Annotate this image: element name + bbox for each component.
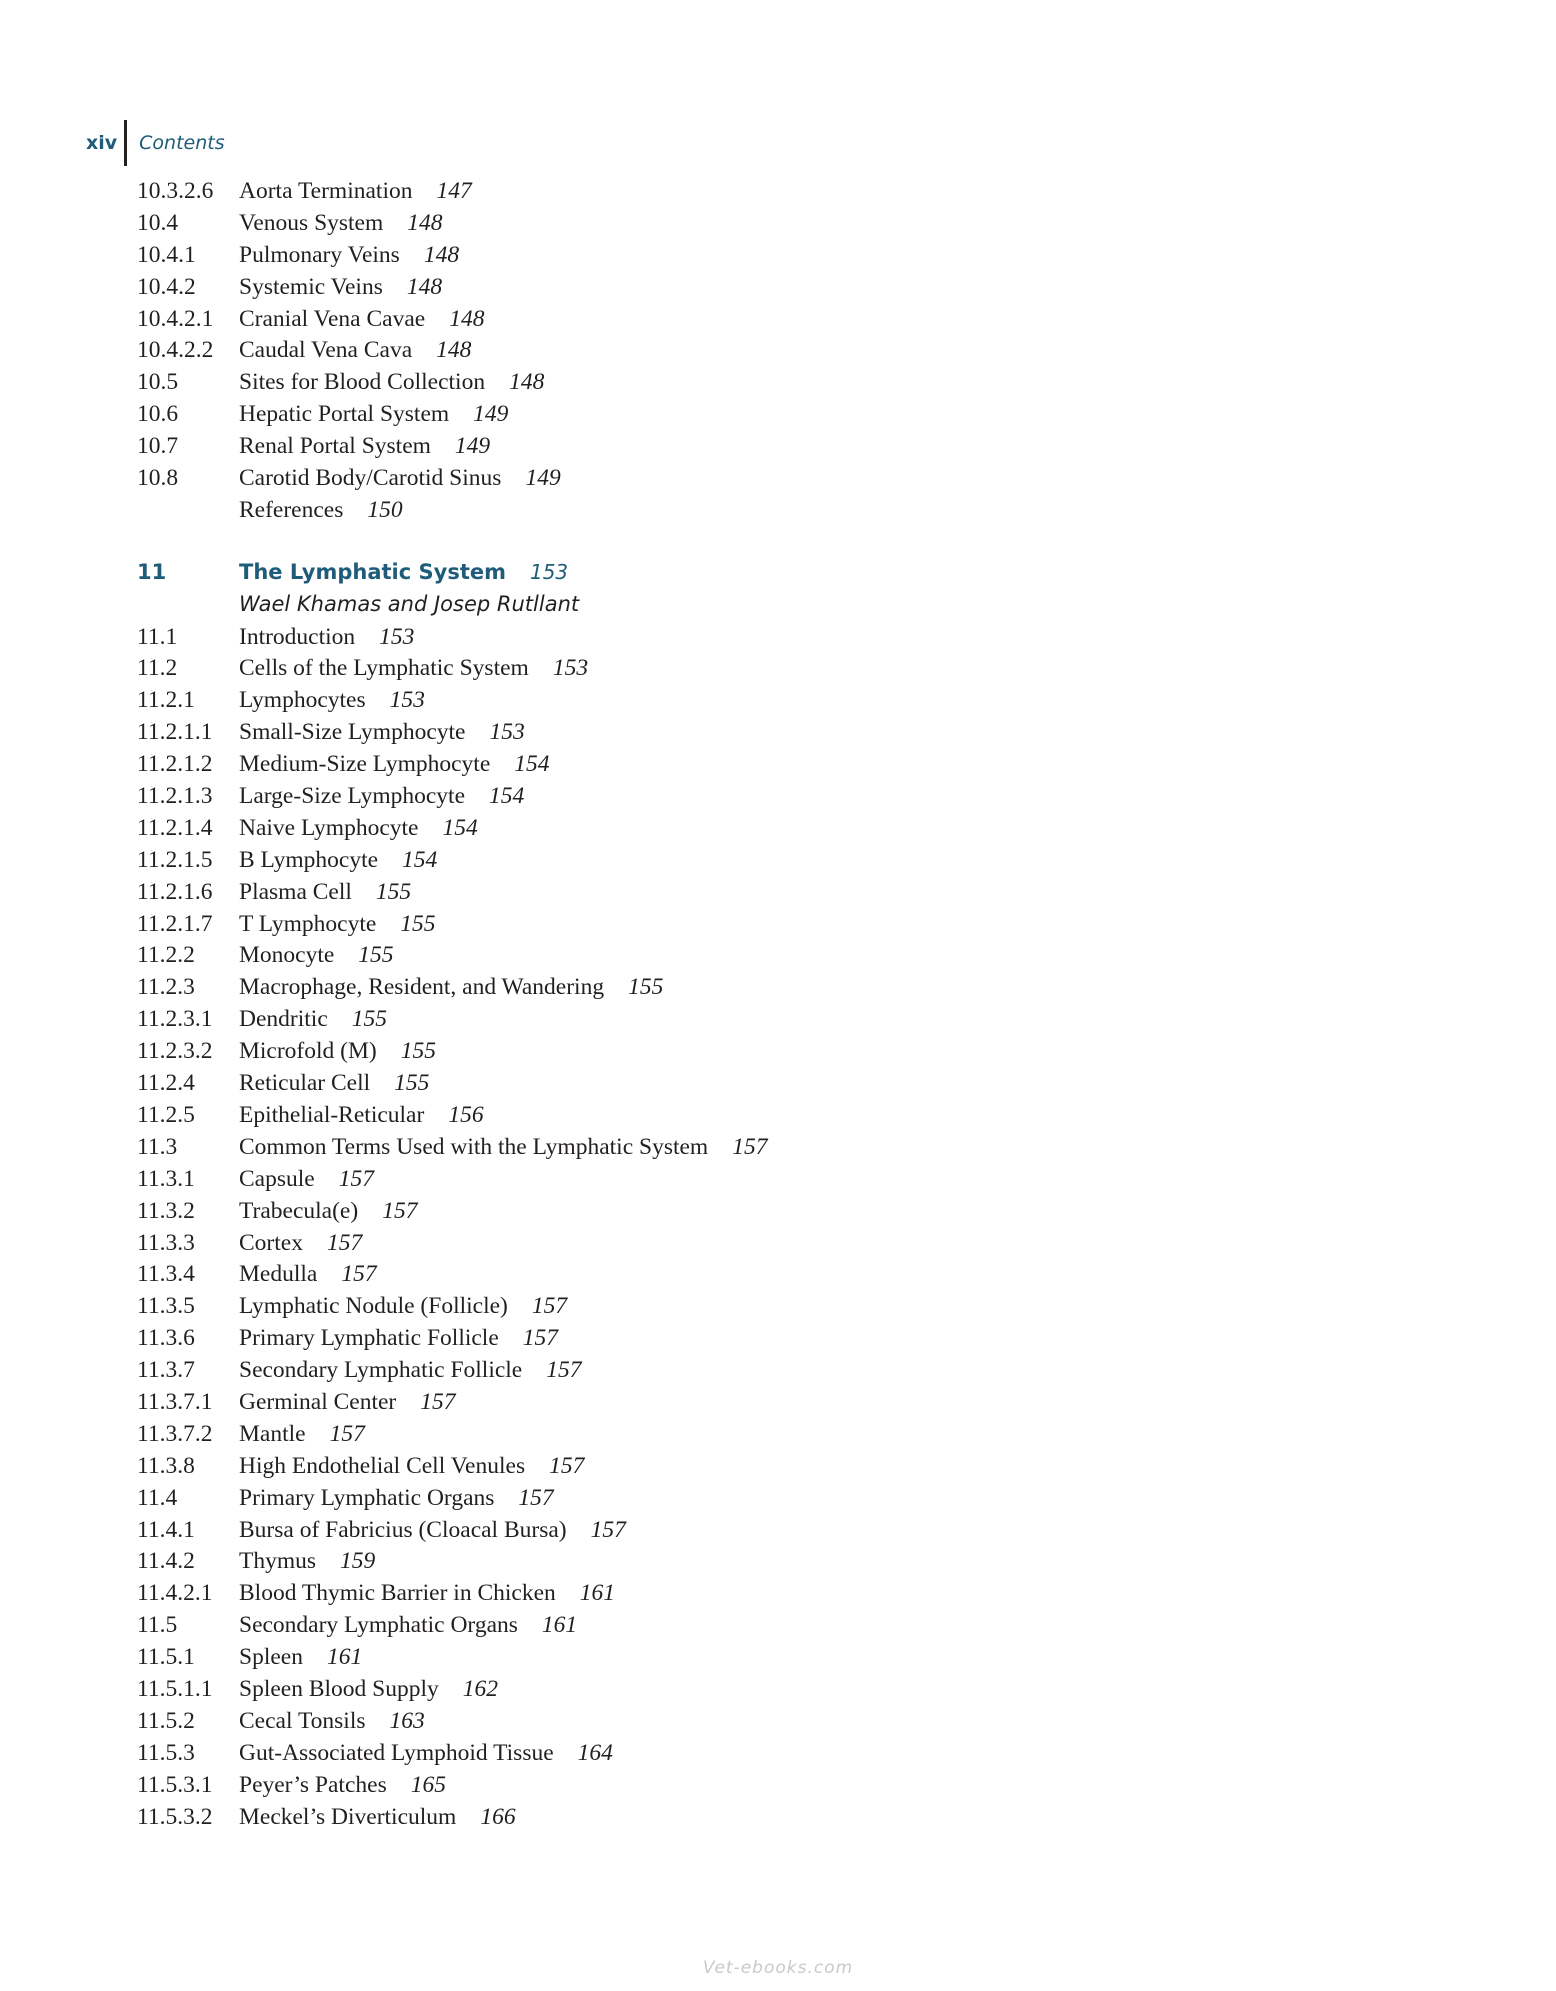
toc-entry[interactable] xyxy=(137,433,1437,465)
entry-number: 11.4.2 xyxy=(137,1548,195,1575)
entry-page: 157 xyxy=(382,1197,418,1224)
toc-entry[interactable] xyxy=(137,337,1437,369)
entry-page: 153 xyxy=(552,655,589,682)
entry-number: 11.5.2 xyxy=(137,1707,195,1734)
toc-entry[interactable] xyxy=(137,1485,1437,1517)
entry-number: 11.5.3 xyxy=(137,1739,195,1766)
entry-number: 11.5.1 xyxy=(137,1644,195,1671)
entry-number: 11.1 xyxy=(137,623,178,650)
entry-title: Capsule xyxy=(239,1165,315,1192)
toc-entry[interactable] xyxy=(137,1134,1437,1166)
entry-page: 155 xyxy=(628,974,664,1001)
entry-number: 11.2.5 xyxy=(137,1101,195,1128)
entry-title: Sites for Blood Collection xyxy=(239,369,486,396)
entry-page: 154 xyxy=(514,751,550,778)
entry-number: 11.3.7.2 xyxy=(137,1420,213,1447)
toc-entry[interactable] xyxy=(137,1389,1437,1421)
toc-entry[interactable] xyxy=(137,1325,1437,1357)
entry-title: References xyxy=(239,496,344,523)
entry-title: Large-Size Lymphocyte xyxy=(239,783,466,810)
entry-number: 10.3.2.6 xyxy=(137,178,214,204)
toc-entry[interactable] xyxy=(137,1293,1437,1325)
toc-entry[interactable] xyxy=(137,1708,1437,1740)
entry-page: 148 xyxy=(423,241,460,268)
entry-title: Venous System xyxy=(239,209,384,236)
entry-page: 156 xyxy=(448,1101,484,1128)
toc-entry[interactable] xyxy=(137,1357,1437,1389)
entry-title: Medium-Size Lymphocyte xyxy=(239,751,491,778)
entry-page: 155 xyxy=(375,878,412,905)
toc-entry[interactable] xyxy=(137,1644,1437,1676)
table-of-contents xyxy=(137,178,1437,1835)
previous-chapter-entries xyxy=(137,178,1437,529)
entry-number: 11.5 xyxy=(137,1612,178,1639)
entry-number: 11.3.7.1 xyxy=(137,1388,213,1415)
chapter-authors: Wael Khamas and Josep Rutllant xyxy=(239,591,580,616)
entry-page: 161 xyxy=(541,1612,578,1639)
toc-entry[interactable] xyxy=(137,1230,1437,1262)
toc-entry[interactable] xyxy=(137,497,1437,529)
entry-title: Carotid Body/Carotid Sinus xyxy=(239,465,502,492)
entry-page: 157 xyxy=(531,1293,568,1320)
toc-entry[interactable] xyxy=(137,1517,1437,1549)
entry-page: 155 xyxy=(400,1038,436,1065)
entry-page: 166 xyxy=(480,1803,516,1830)
toc-entry[interactable] xyxy=(137,974,1437,1006)
entry-number: 11.2.4 xyxy=(137,1070,195,1097)
entry-title: Peyer’s Patches xyxy=(239,1771,387,1798)
entry-page: 149 xyxy=(525,465,561,492)
entry-number: 11.2.1 xyxy=(137,687,195,714)
entry-page: 154 xyxy=(402,846,438,873)
entry-page: 157 xyxy=(326,1229,363,1256)
toc-entry[interactable] xyxy=(137,815,1437,847)
toc-entry[interactable] xyxy=(137,1261,1437,1293)
entry-title: Medulla xyxy=(239,1261,318,1288)
entry-number: 10.4.1 xyxy=(137,241,196,268)
chapter-number: 11 xyxy=(137,559,167,584)
chapter-entries xyxy=(137,624,1437,1836)
entry-number: 10.4.2.1 xyxy=(137,305,214,332)
entry-number: 10.4.2 xyxy=(137,273,196,300)
toc-entry[interactable] xyxy=(137,1038,1437,1070)
entry-number: 11.2.1.5 xyxy=(137,846,213,873)
entry-title: Hepatic Portal System xyxy=(239,401,450,428)
entry-number: 11.5.1.1 xyxy=(137,1675,213,1702)
entry-title: Cranial Vena Cavae xyxy=(239,305,426,332)
entry-number: 11.4.1 xyxy=(137,1516,195,1543)
page-number: xiv xyxy=(86,132,118,154)
entry-title: Cecal Tonsils xyxy=(239,1707,366,1734)
toc-entry[interactable] xyxy=(137,1453,1437,1485)
entry-number: 11.2.1.1 xyxy=(137,719,213,746)
entry-title: Blood Thymic Barrier in Chicken xyxy=(239,1580,556,1607)
entry-number: 11.2.3 xyxy=(137,974,195,1001)
entry-title: Aorta Termination xyxy=(239,178,413,204)
entry-page: 155 xyxy=(351,1006,387,1033)
entry-title: Spleen xyxy=(239,1644,303,1671)
entry-number: 11.3.5 xyxy=(137,1293,195,1320)
toc-entry[interactable] xyxy=(137,847,1437,879)
entry-number: 11.2.1.2 xyxy=(137,751,213,778)
entry-number: 11.2.3.2 xyxy=(137,1038,213,1065)
entry-title: Cells of the Lymphatic System xyxy=(239,655,529,682)
entry-title: B Lymphocyte xyxy=(239,846,379,873)
entry-page: 149 xyxy=(454,433,491,460)
toc-entry[interactable] xyxy=(137,1198,1437,1230)
entry-title: Pulmonary Veins xyxy=(239,241,400,268)
entry-title: Meckel’s Diverticulum xyxy=(239,1803,457,1830)
entry-page: 153 xyxy=(379,623,415,650)
entry-number: 11.3.7 xyxy=(137,1357,195,1384)
entry-page: 161 xyxy=(579,1580,616,1607)
toc-entry[interactable] xyxy=(137,1804,1437,1836)
entry-page: 157 xyxy=(341,1261,377,1288)
entry-title: Epithelial-Reticular xyxy=(239,1101,425,1128)
entry-page: 157 xyxy=(420,1388,456,1415)
chapter-gap xyxy=(137,529,1437,560)
entry-page: 148 xyxy=(407,209,443,236)
entry-number: 11.2.3.1 xyxy=(137,1006,213,1033)
entry-title: Primary Lymphatic Organs xyxy=(239,1484,495,1511)
entry-page: 157 xyxy=(549,1452,585,1479)
entry-title: Spleen Blood Supply xyxy=(239,1675,439,1702)
entry-title: Secondary Lymphatic Organs xyxy=(239,1612,518,1639)
entry-title: Common Terms Used with the Lymphatic System xyxy=(239,1133,709,1160)
chapter-heading[interactable] xyxy=(137,560,1437,592)
toc-entry[interactable] xyxy=(137,942,1437,974)
entry-page: 147 xyxy=(436,178,472,204)
toc-entry[interactable] xyxy=(137,401,1437,433)
entry-page: 163 xyxy=(389,1707,425,1734)
entry-title: Plasma Cell xyxy=(239,878,352,905)
entry-page: 155 xyxy=(358,942,394,969)
entry-title: Bursa of Fabricius (Cloacal Bursa) xyxy=(239,1516,567,1543)
entry-page: 159 xyxy=(340,1548,376,1575)
entry-page: 157 xyxy=(732,1133,768,1160)
toc-entry[interactable] xyxy=(137,783,1437,815)
entry-number: 10.4.2.2 xyxy=(137,337,214,364)
entry-number: 11.3 xyxy=(137,1133,178,1160)
entry-title: T Lymphocyte xyxy=(239,910,377,937)
toc-entry[interactable] xyxy=(137,1006,1437,1038)
chapter-page: 153 xyxy=(529,559,569,584)
entry-number: 11.4 xyxy=(137,1484,178,1511)
entry-number: 11.3.3 xyxy=(137,1229,195,1256)
entry-number: 11.2.2 xyxy=(137,942,195,969)
toc-entry[interactable] xyxy=(137,1102,1437,1134)
toc-entry[interactable] xyxy=(137,210,1437,242)
entry-number: 11.3.6 xyxy=(137,1325,195,1352)
toc-entry[interactable] xyxy=(137,655,1437,687)
entry-page: 149 xyxy=(473,401,509,428)
entry-title: Caudal Vena Cava xyxy=(239,337,413,364)
toc-entry[interactable] xyxy=(137,465,1437,497)
entry-number: 11.5.3.1 xyxy=(137,1771,213,1798)
toc-entry[interactable] xyxy=(137,879,1437,911)
entry-number: 11.2.1.4 xyxy=(137,814,213,841)
entry-number: 11.2 xyxy=(137,655,178,682)
entry-title: Systemic Veins xyxy=(239,273,383,300)
entry-page: 155 xyxy=(400,910,436,937)
entry-number: 10.7 xyxy=(137,433,179,460)
entry-page: 154 xyxy=(489,783,525,810)
entry-page: 148 xyxy=(509,369,545,396)
toc-entry[interactable] xyxy=(137,1612,1437,1644)
running-head xyxy=(86,120,225,166)
entry-page: 165 xyxy=(410,1771,446,1798)
entry-title: Dendritic xyxy=(239,1006,328,1033)
entry-title: Renal Portal System xyxy=(239,433,431,460)
entry-number: 10.8 xyxy=(137,465,179,492)
entry-number: 11.3.2 xyxy=(137,1197,195,1224)
entry-page: 157 xyxy=(518,1484,554,1511)
toc-entry[interactable] xyxy=(137,242,1437,274)
entry-title: Germinal Center xyxy=(239,1388,397,1415)
entry-number: 10.4 xyxy=(137,209,179,236)
entry-page: 161 xyxy=(326,1644,363,1671)
entry-title: Primary Lymphatic Follicle xyxy=(239,1325,499,1352)
entry-number: 11.2.1.3 xyxy=(137,783,213,810)
entry-title: Reticular Cell xyxy=(239,1070,371,1097)
entry-title: Small-Size Lymphocyte xyxy=(239,719,466,746)
chapter-authors-row xyxy=(137,592,1437,624)
toc-entry[interactable] xyxy=(137,306,1437,338)
entry-number: 11.5.3.2 xyxy=(137,1803,213,1830)
entry-page: 157 xyxy=(522,1325,559,1352)
entry-page: 157 xyxy=(546,1357,582,1384)
watermark-logo: Vet-ebooks.com xyxy=(702,1958,854,1978)
entry-title: Monocyte xyxy=(239,942,335,969)
entry-title: Trabecula(e) xyxy=(239,1197,359,1224)
toc-entry[interactable] xyxy=(137,178,1437,210)
entry-page: 148 xyxy=(449,305,485,332)
running-title: Contents xyxy=(139,132,225,154)
toc-entry[interactable] xyxy=(137,687,1437,719)
entry-number: 11.2.1.6 xyxy=(137,878,213,905)
entry-title: Cortex xyxy=(239,1229,303,1256)
entry-title: Gut-Associated Lymphoid Tissue xyxy=(239,1739,554,1766)
toc-entry[interactable] xyxy=(137,1772,1437,1804)
toc-entry[interactable] xyxy=(137,751,1437,783)
toc-entry[interactable] xyxy=(137,1740,1437,1772)
entry-title: High Endothelial Cell Venules xyxy=(239,1452,526,1479)
toc-entry[interactable] xyxy=(137,624,1437,656)
entry-title: Lymphatic Nodule (Follicle) xyxy=(239,1293,508,1320)
entry-number: 10.5 xyxy=(137,369,179,396)
entry-page: 153 xyxy=(389,687,425,714)
toc-entry[interactable] xyxy=(137,1676,1437,1708)
entry-page: 148 xyxy=(406,273,443,300)
entry-page: 164 xyxy=(577,1739,613,1766)
toc-entry[interactable] xyxy=(137,274,1437,306)
entry-page: 150 xyxy=(367,496,403,523)
entry-number: 11.4.2.1 xyxy=(137,1580,213,1607)
entry-title: Naive Lymphocyte xyxy=(239,814,419,841)
entry-number: 10.6 xyxy=(137,401,179,428)
entry-title: Introduction xyxy=(239,623,356,650)
entry-number: 11.3.8 xyxy=(137,1452,195,1479)
entry-title: Lymphocytes xyxy=(239,687,366,714)
toc-entry[interactable] xyxy=(137,1580,1437,1612)
toc-entry[interactable] xyxy=(137,1421,1437,1453)
entry-title: Microfold (M) xyxy=(239,1038,377,1065)
entry-title: Macrophage, Resident, and Wandering xyxy=(239,974,605,1001)
entry-page: 155 xyxy=(394,1070,430,1097)
toc-entry[interactable] xyxy=(137,719,1437,751)
toc-entry[interactable] xyxy=(137,911,1437,943)
toc-entry[interactable] xyxy=(137,1166,1437,1198)
entry-page: 153 xyxy=(489,719,525,746)
entry-title: Secondary Lymphatic Follicle xyxy=(239,1357,523,1384)
entry-title: Thymus xyxy=(239,1548,317,1575)
chapter-title: The Lymphatic System xyxy=(239,559,506,584)
entry-page: 148 xyxy=(436,337,472,364)
entry-page: 157 xyxy=(338,1165,374,1192)
entry-number: 11.3.1 xyxy=(137,1165,195,1192)
toc-entry[interactable] xyxy=(137,1548,1437,1580)
entry-title: Mantle xyxy=(239,1420,306,1447)
entry-page: 157 xyxy=(329,1420,365,1447)
entry-page: 162 xyxy=(462,1675,499,1702)
entry-number: 11.3.4 xyxy=(137,1261,195,1288)
toc-entry[interactable] xyxy=(137,369,1437,401)
entry-page: 154 xyxy=(442,814,478,841)
entry-page: 157 xyxy=(590,1516,626,1543)
toc-entry[interactable] xyxy=(137,1070,1437,1102)
entry-number: 11.2.1.7 xyxy=(137,910,213,937)
